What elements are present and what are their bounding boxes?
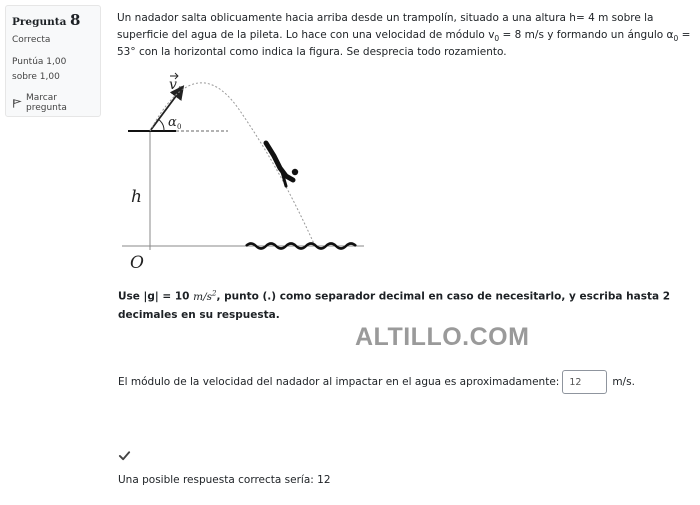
question-title [12,11,94,29]
answer-row [118,370,635,394]
question-label: Pregunta [12,16,67,28]
check-icon [118,449,131,462]
question-content [117,10,695,61]
question-number: 8 [70,11,81,29]
answer-instructions: Use |g| = 10 $m/s^2$, punto (.) como separador decimal en caso de necesitarlo, y escriba hasta 2 decimales en su respuesta. [118,289,671,321]
correct-answer-feedback: Una posible respuesta correcta sería: 12 [118,474,331,486]
angle-arc [158,119,164,131]
watermark: ALTILLO.COM [355,323,530,351]
question-statement: Un nadador salta oblicuamente hacia arriba desde un trampolín, situado a una altura h= 4 m sobre la superficie del agua de la pileta. Lo hace con una velocidad de módulo $v_0 = 8$ m/s y formando un ángulo $\alpha_0 = 53^\circ$ con la horizontal como indica la figura. Se desprecia todo rozamiento. [117,12,691,58]
question-state: Correcta [12,35,51,45]
trajectory [150,83,315,246]
diver-figure [120,68,370,276]
angle-label: α [168,115,177,130]
height-label: h [131,187,142,207]
answer-prompt: El módulo de la velocidad del nadador al impactar en el agua es aproximadamente: [118,376,560,388]
diver-silhouette [266,143,298,186]
question-info-panel [5,5,101,117]
answer-unit: m/s. [612,376,635,388]
diver-diagram [120,68,370,276]
velocity-label: v [169,77,177,93]
answer-input[interactable]: 12 [562,370,607,394]
angle-subscript: 0 [177,123,182,131]
flag-icon [12,98,22,109]
flag-question-link[interactable] [12,93,94,113]
velocity-subscript: 0 [178,85,184,94]
question-grade: Puntúa 1,00 sobre 1,00 [12,57,67,82]
origin-label: O [130,253,144,273]
flag-question-label: Marcar pregunta [26,93,67,113]
